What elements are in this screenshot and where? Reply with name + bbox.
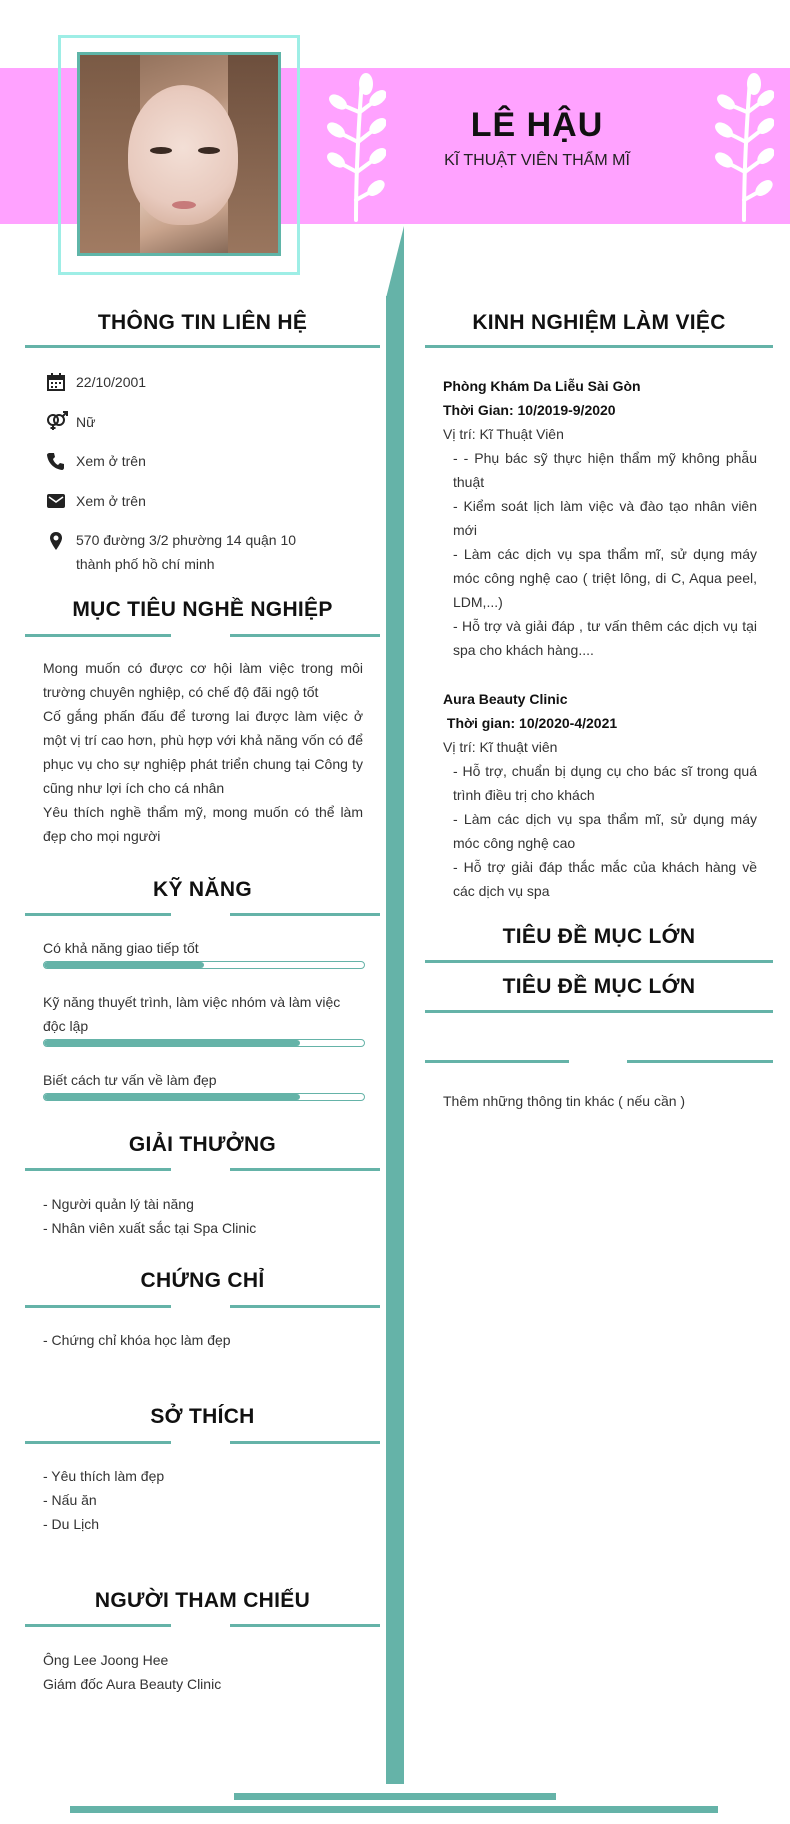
- candidate-name: LÊ HẬU: [470, 106, 604, 144]
- section-title-extra-1: TIÊU ĐỀ MỤC LỚN: [502, 925, 696, 948]
- contact-email: Xem ở trên: [76, 493, 146, 509]
- section-rule: [230, 913, 380, 916]
- gender-icon: [45, 411, 69, 431]
- skill-label: Có khả năng giao tiếp tốt: [43, 940, 199, 956]
- section-rule: [25, 913, 171, 916]
- section-title-awards: GIẢI THƯỞNG: [128, 1133, 277, 1156]
- contact-address-line1: 570 đường 3/2 phường 14 quận 10: [76, 532, 297, 548]
- phone-icon: [46, 451, 66, 471]
- section-rule: [25, 634, 171, 637]
- section-title-contact: THÔNG TIN LIÊN HỆ: [97, 311, 308, 334]
- section-rule: [230, 1168, 380, 1171]
- skill-bar: [43, 1093, 365, 1101]
- section-rule: [425, 1010, 773, 1013]
- section-rule: [230, 1305, 380, 1308]
- skill-bar: [43, 1039, 365, 1047]
- job-bullet: - Kiểm soát lịch làm việc và đào tạo nhân viên mới: [453, 498, 757, 538]
- job-bullet: - Làm các dịch vụ spa thẩm mĩ, sử dụng máy móc công nghệ cao ( triệt lông, di C, Aqua peel, LDM,...): [453, 546, 757, 610]
- job-bullet: - Hỗ trợ giải đáp thắc mắc của khách hàng về các dịch vụ spa: [453, 859, 757, 899]
- contact-address-line2: thành phố hồ chí minh: [76, 556, 215, 572]
- job-position: Vị trí: Kĩ Thuật Viên: [443, 426, 564, 442]
- section-rule: [230, 634, 380, 637]
- section-rule: [25, 1441, 171, 1444]
- section-rule: [627, 1060, 773, 1063]
- hobby-item: - Yêu thích làm đẹp: [43, 1468, 165, 1484]
- objective-paragraph-2: Cố gắng phấn đấu để tương lai được làm việc ở một vị trí cao hơn, phù hợp với khả năng vốn có để phục vụ cho sự nghiệp phát triển chung tại Công ty cũng như lợi ích cho cá nhân: [43, 708, 363, 796]
- section-title-extra-2: TIÊU ĐỀ MỤC LỚN: [502, 975, 696, 998]
- job-bullet: - Hỗ trợ và giải đáp , tư vấn thêm các dịch vụ tại spa cho khách hàng....: [453, 618, 757, 658]
- extra-info-text: Thêm những thông tin khác ( nếu cần ): [443, 1093, 686, 1109]
- leaf-branch-icon: [326, 72, 386, 222]
- profile-photo: [77, 52, 281, 256]
- job-bullet: - Hỗ trợ, chuẩn bị dụng cụ cho bác sĩ trong quá trình điều trị cho khách: [453, 763, 757, 803]
- job-company: Aura Beauty Clinic: [443, 691, 568, 707]
- section-title-hobbies: SỞ THÍCH: [150, 1405, 255, 1428]
- section-rule: [425, 960, 773, 963]
- map-pin-icon: [46, 531, 66, 551]
- candidate-job-title: KĨ THUẬT VIÊN THẨM MĨ: [444, 152, 630, 169]
- skill-bar: [43, 961, 365, 969]
- section-title-references: NGƯỜI THAM CHIẾU: [94, 1589, 311, 1612]
- footer-decoration: [234, 1793, 556, 1800]
- section-rule: [425, 1060, 569, 1063]
- section-rule: [25, 1305, 171, 1308]
- objective-paragraph-3: Yêu thích nghề thẩm mỹ, mong muốn có thể làm đẹp cho mọi người: [43, 804, 363, 844]
- section-title-objective: MỤC TIÊU NGHỀ NGHIỆP: [72, 598, 333, 621]
- objective-paragraph-1: Mong muốn có được cơ hội làm việc trong môi trường chuyên nghiệp, có chế độ đãi ngộ tốt: [43, 660, 363, 700]
- job-bullet: - Làm các dịch vụ spa thẩm mĩ, sử dụng máy móc công nghệ cao: [453, 811, 757, 851]
- hobby-item: - Nấu ăn: [43, 1492, 97, 1508]
- reference-name: Ông Lee Joong Hee: [43, 1652, 169, 1668]
- award-item: - Nhân viên xuất sắc tại Spa Clinic: [43, 1220, 257, 1236]
- reference-position: Giám đốc Aura Beauty Clinic: [43, 1676, 222, 1692]
- award-item: - Người quản lý tài năng: [43, 1196, 194, 1212]
- footer-decoration: [70, 1806, 718, 1813]
- skill-bar-fill: [44, 1040, 300, 1046]
- hobby-item: - Du Lịch: [43, 1516, 100, 1532]
- job-period: Thời Gian: 10/2019-9/2020: [443, 402, 616, 418]
- certificate-item: - Chứng chỉ khóa học làm đẹp: [43, 1332, 231, 1348]
- job-company: Phòng Khám Da Liễu Sài Gòn: [443, 378, 641, 394]
- envelope-icon: [46, 491, 66, 511]
- skill-label: Kỹ năng thuyết trình, làm việc nhóm và làm việc độc lập: [43, 994, 341, 1034]
- job-position: Vị trí: Kĩ thuật viên: [443, 739, 558, 755]
- section-rule: [230, 1624, 380, 1627]
- section-rule: [25, 1168, 171, 1171]
- calendar-icon: [46, 372, 66, 392]
- contact-phone: Xem ở trên: [76, 453, 146, 469]
- leaf-branch-icon: [714, 72, 774, 222]
- skill-bar-fill: [44, 1094, 300, 1100]
- contact-birthday: 22/10/2001: [76, 374, 147, 390]
- section-title-certificates: CHỨNG CHỈ: [140, 1269, 265, 1292]
- skill-bar-fill: [44, 962, 204, 968]
- section-title-experience: KINH NGHIỆM LÀM VIỆC: [472, 311, 726, 334]
- section-rule: [230, 1441, 380, 1444]
- column-divider-top: [386, 226, 404, 298]
- skill-label: Biết cách tư vấn về làm đẹp: [43, 1072, 217, 1088]
- job-period: Thời gian: 10/2020-4/2021: [443, 715, 618, 731]
- column-divider: [386, 296, 404, 1784]
- section-rule: [425, 345, 773, 348]
- section-title-skills: KỸ NĂNG: [153, 878, 252, 901]
- section-rule: [25, 1624, 171, 1627]
- job-bullet: - - Phụ bác sỹ thực hiện thẩm mỹ không phẫu thuật: [453, 450, 757, 490]
- section-rule: [25, 345, 380, 348]
- contact-gender: Nữ: [76, 414, 96, 430]
